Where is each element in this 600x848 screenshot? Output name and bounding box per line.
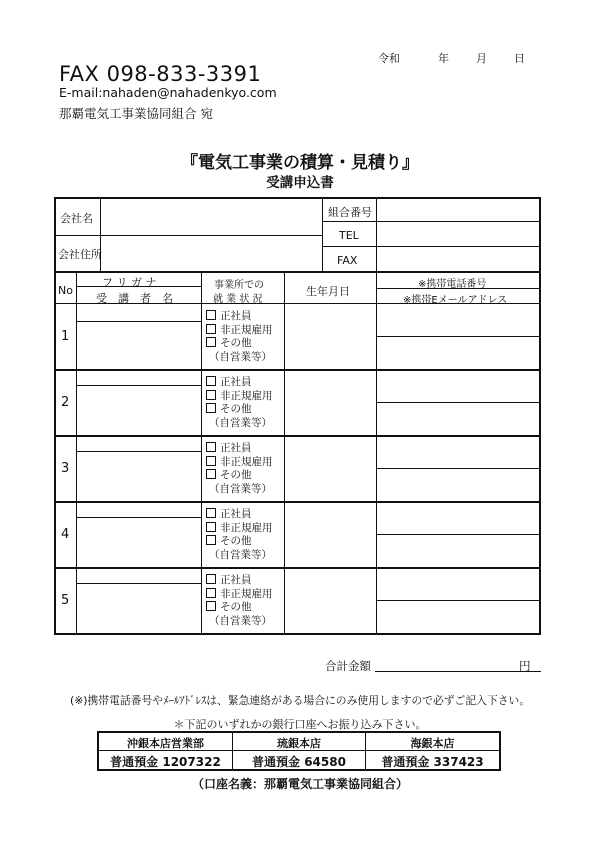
total-amount-field[interactable] (375, 671, 541, 672)
option-regular[interactable]: 正社員 (206, 574, 273, 588)
account-name: （口座名義：那覇電気工事業協同組合） (191, 777, 408, 791)
option-regular[interactable]: 正社員 (206, 442, 273, 456)
bank-table (97, 731, 501, 771)
option-other-note: （自営業等） (209, 548, 272, 561)
divider (56, 435, 541, 437)
page-subtitle: 受講申込書 (266, 175, 334, 191)
page-title: 『電気工事業の積算・見積り』 (181, 153, 419, 173)
checkbox-icon[interactable] (206, 337, 216, 347)
divider (376, 468, 541, 469)
option-other[interactable]: その他 (206, 337, 273, 351)
divider (76, 385, 201, 386)
divider (376, 199, 377, 271)
option-other[interactable]: その他 (206, 601, 273, 615)
employment-options-row-2 (206, 376, 273, 430)
company-address-field[interactable] (102, 237, 321, 270)
checkbox-icon[interactable] (206, 376, 216, 386)
tel-field[interactable] (378, 223, 540, 245)
bank-account: 普通預金 64580 (252, 755, 346, 769)
divider (56, 567, 541, 569)
contact-note: (※)携帯電話番号やﾒｰﾙｱﾄﾞﾚｽは、緊急連絡がある場合にのみ使用しますので必ずご記入下さい。 (70, 694, 531, 707)
divider (376, 600, 541, 601)
transfer-instruction: ＊下記のいずれかの銀行口座へお振り込み下さい。 (173, 718, 427, 731)
fax-label: FAX (337, 254, 358, 267)
option-non-regular[interactable]: 非正規雇用 (206, 324, 273, 338)
option-other-note: （自営業等） (209, 350, 272, 363)
divider (322, 246, 541, 247)
bank-name: 沖銀本店営業部 (127, 737, 204, 750)
divider (76, 517, 201, 518)
column-no: No (58, 284, 73, 297)
row-number: 3 (61, 461, 70, 476)
divider (56, 235, 322, 236)
checkbox-icon[interactable] (206, 390, 216, 400)
divider (376, 534, 541, 535)
row-number: 2 (61, 395, 70, 410)
union-number-field[interactable] (378, 200, 540, 220)
application-form (54, 197, 541, 635)
checkbox-icon[interactable] (206, 442, 216, 452)
divider (76, 451, 201, 452)
checkbox-icon[interactable] (206, 535, 216, 545)
employment-options-row-4 (206, 508, 273, 562)
checkbox-icon[interactable] (206, 310, 216, 320)
divider (76, 273, 77, 635)
option-other-note: （自営業等） (209, 416, 272, 429)
fax-number: FAX 098-833-3391 (59, 62, 262, 86)
column-attendee-name: 受 講 者 名 (96, 292, 173, 305)
fax-field[interactable] (378, 248, 540, 270)
company-address-label: 会社住所 (58, 248, 102, 261)
option-non-regular[interactable]: 非正規雇用 (206, 588, 273, 602)
total-label: 合計金額 (325, 659, 371, 673)
checkbox-icon[interactable] (206, 456, 216, 466)
checkbox-icon[interactable] (206, 574, 216, 584)
date-day: 日 (514, 52, 525, 65)
option-regular[interactable]: 正社員 (206, 508, 273, 522)
employment-options-row-1 (206, 310, 273, 364)
option-non-regular[interactable]: 非正規雇用 (206, 522, 273, 536)
option-other[interactable]: その他 (206, 469, 273, 483)
checkbox-icon[interactable] (206, 324, 216, 334)
column-email: ※携帯Eメールアドレス (403, 295, 508, 306)
company-name-field[interactable] (102, 200, 321, 234)
divider (56, 369, 541, 371)
divider (322, 221, 541, 222)
yen-unit: 円 (519, 659, 531, 673)
bank-account: 普通預金 337423 (381, 755, 484, 769)
date-era: 令和 (378, 52, 400, 65)
option-other[interactable]: その他 (206, 403, 273, 417)
option-other-note: （自営業等） (209, 482, 272, 495)
checkbox-icon[interactable] (206, 588, 216, 598)
option-regular[interactable]: 正社員 (206, 310, 273, 324)
company-name-label: 会社名 (60, 212, 93, 225)
checkbox-icon[interactable] (206, 403, 216, 413)
divider (76, 321, 201, 322)
option-non-regular[interactable]: 非正規雇用 (206, 390, 273, 404)
divider (201, 273, 202, 635)
option-other[interactable]: その他 (206, 535, 273, 549)
checkbox-icon[interactable] (206, 469, 216, 479)
bank-name: 海銀本店 (410, 737, 455, 750)
tel-label: TEL (339, 229, 359, 242)
divider (56, 271, 541, 273)
divider (376, 273, 377, 635)
employment-options-row-3 (206, 442, 273, 496)
column-birthdate: 生年月日 (306, 285, 350, 298)
row-number: 5 (61, 593, 70, 608)
column-mobile: ※携帯電話番号 (418, 279, 487, 290)
date-year: 年 (438, 52, 449, 65)
option-non-regular[interactable]: 非正規雇用 (206, 456, 273, 470)
checkbox-icon[interactable] (206, 508, 216, 518)
column-employment-2: 就 業 状 況 (213, 294, 263, 305)
date-month: 月 (476, 52, 487, 65)
checkbox-icon[interactable] (206, 522, 216, 532)
divider (284, 273, 285, 635)
divider (376, 402, 541, 403)
row-number: 4 (61, 527, 70, 542)
addressee: 那覇電気工事業協同組合 宛 (59, 106, 213, 121)
row-number: 1 (61, 329, 70, 344)
checkbox-icon[interactable] (206, 601, 216, 611)
option-regular[interactable]: 正社員 (206, 376, 273, 390)
bank-name: 琉銀本店 (277, 737, 321, 750)
bank-account: 普通預金 1207322 (110, 755, 221, 769)
employment-options-row-5 (206, 574, 273, 628)
divider (56, 501, 541, 503)
column-furigana: フ リ ガ ナ (102, 276, 157, 289)
divider (376, 336, 541, 337)
union-number-label: 組合番号 (328, 206, 372, 219)
option-other-note: （自営業等） (209, 614, 272, 627)
email-address: E-mail:nahaden@nahadenkyo.com (59, 85, 277, 100)
divider (322, 199, 323, 271)
column-employment-1: 事業所での (214, 280, 264, 291)
divider (76, 583, 201, 584)
